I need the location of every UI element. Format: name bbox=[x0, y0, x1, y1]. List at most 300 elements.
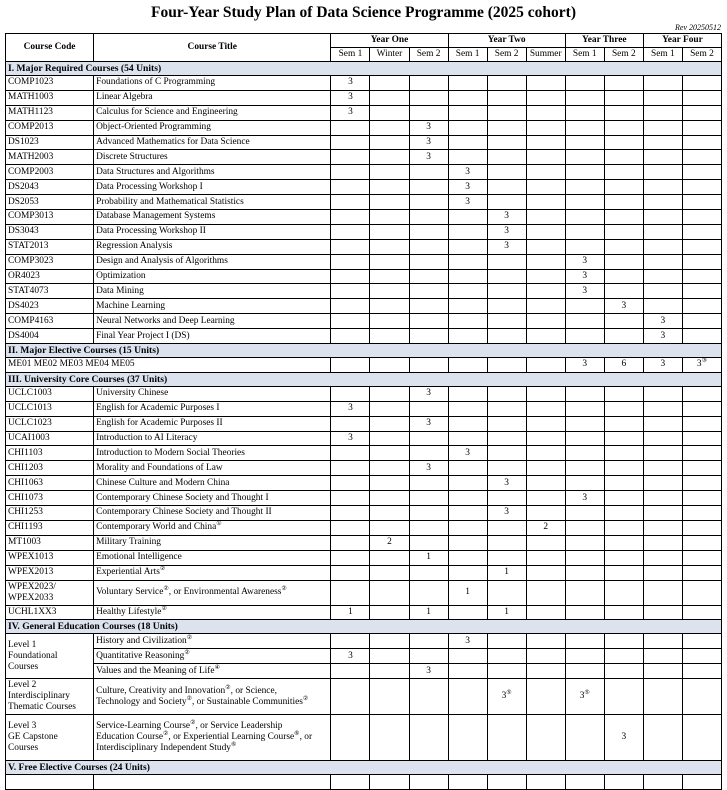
unit-cell bbox=[331, 506, 370, 521]
unit-cell bbox=[565, 506, 604, 521]
unit-cell bbox=[604, 664, 643, 679]
unit-cell bbox=[448, 715, 487, 761]
unit-cell bbox=[331, 329, 370, 344]
course-title bbox=[94, 535, 331, 550]
unit-cell bbox=[682, 520, 721, 535]
unit-cell bbox=[643, 605, 682, 620]
unit-cell bbox=[682, 358, 721, 373]
title-part: , or Environmental Awareness bbox=[168, 587, 282, 597]
unit-cell bbox=[370, 520, 409, 535]
course-title bbox=[94, 210, 331, 225]
unit-cell: 3 bbox=[643, 358, 682, 373]
unit-cell bbox=[409, 195, 448, 210]
unit-cell bbox=[643, 299, 682, 314]
unit-cell bbox=[604, 165, 643, 180]
unit-cell: 3 bbox=[331, 431, 370, 446]
course-code: CHI1073 bbox=[6, 491, 94, 506]
title-part: Contemporary World and China bbox=[96, 522, 217, 533]
section-heading: IV. General Education Courses (18 Units) bbox=[6, 620, 722, 634]
unit-cell bbox=[487, 401, 526, 416]
footnote-mark: ③ bbox=[701, 358, 707, 365]
unit-cell bbox=[487, 299, 526, 314]
unit-cell bbox=[682, 150, 721, 165]
course-row bbox=[6, 314, 722, 329]
unit-cell bbox=[331, 386, 370, 401]
unit-cell bbox=[409, 401, 448, 416]
label-line: Foundational bbox=[8, 650, 58, 661]
unit-cell bbox=[370, 715, 409, 761]
unit-cell bbox=[565, 634, 604, 649]
unit-cell bbox=[487, 150, 526, 165]
unit-cell bbox=[526, 565, 565, 580]
unit-cell bbox=[370, 284, 409, 299]
unit-cell bbox=[526, 105, 565, 120]
unit-cell bbox=[682, 210, 721, 225]
unit-cell: 3 bbox=[487, 239, 526, 254]
unit-cell bbox=[487, 195, 526, 210]
unit-cell bbox=[643, 224, 682, 239]
course-code: UCLC1003 bbox=[6, 386, 94, 401]
unit-cell bbox=[448, 299, 487, 314]
title-part: Machine Learning bbox=[96, 300, 166, 311]
unit-cell bbox=[604, 150, 643, 165]
header-year-one: Year One bbox=[331, 34, 448, 48]
title-part: Experiential Arts bbox=[96, 567, 160, 578]
unit-cell bbox=[682, 775, 721, 790]
unit-cell bbox=[682, 135, 721, 150]
unit-cell bbox=[331, 314, 370, 329]
unit-cell bbox=[526, 195, 565, 210]
course-code: DS1023 bbox=[6, 135, 94, 150]
course-title bbox=[94, 299, 331, 314]
unit-cell bbox=[565, 715, 604, 761]
unit-cell bbox=[370, 580, 409, 605]
header-term: Sem 2 bbox=[409, 48, 448, 62]
course-row bbox=[6, 506, 722, 521]
unit-cell bbox=[682, 165, 721, 180]
unit-cell bbox=[409, 314, 448, 329]
unit-cell bbox=[448, 120, 487, 135]
unit-cell bbox=[370, 565, 409, 580]
unit-cell bbox=[409, 565, 448, 580]
footnote-mark: ② bbox=[186, 634, 193, 641]
unit-cell bbox=[370, 135, 409, 150]
unit-cell bbox=[643, 386, 682, 401]
header-term: Sem 1 bbox=[643, 48, 682, 62]
unit-cell bbox=[682, 239, 721, 254]
unit-cell bbox=[448, 431, 487, 446]
unit-cell bbox=[487, 580, 526, 605]
footnote-mark: ② bbox=[190, 720, 196, 727]
unit-cell bbox=[682, 299, 721, 314]
unit-cell bbox=[643, 446, 682, 461]
unit-cell bbox=[448, 535, 487, 550]
unit-cell bbox=[370, 775, 409, 790]
unit-cell bbox=[409, 715, 448, 761]
unit-cell bbox=[370, 431, 409, 446]
unit-cell bbox=[526, 90, 565, 105]
course-title bbox=[94, 461, 331, 476]
unit-cell bbox=[643, 491, 682, 506]
unit-cell bbox=[331, 135, 370, 150]
title-part: Morality and Foundations of Law bbox=[96, 462, 223, 473]
ge-level-label bbox=[6, 634, 94, 679]
title-part: , or bbox=[299, 732, 313, 743]
unit-cell bbox=[565, 649, 604, 664]
unit-cell bbox=[370, 105, 409, 120]
title-part: Service-Learning Course bbox=[96, 721, 191, 732]
unit-cell bbox=[487, 431, 526, 446]
unit-cell bbox=[487, 135, 526, 150]
course-row bbox=[6, 461, 722, 476]
unit-cell bbox=[682, 284, 721, 299]
unit-cell bbox=[565, 299, 604, 314]
unit-cell bbox=[448, 210, 487, 225]
unit-cell bbox=[526, 314, 565, 329]
unit-cell bbox=[526, 239, 565, 254]
footnote-mark: ① bbox=[216, 521, 222, 528]
unit-cell bbox=[409, 329, 448, 344]
unit-cell bbox=[565, 550, 604, 565]
course-title bbox=[94, 239, 331, 254]
unit-cell bbox=[448, 550, 487, 565]
course-code: WPEX2013 bbox=[6, 565, 94, 580]
unit-cell bbox=[643, 150, 682, 165]
unit-cell bbox=[643, 550, 682, 565]
unit-cell: 3 bbox=[409, 135, 448, 150]
unit-cell bbox=[526, 580, 565, 605]
unit-cell bbox=[370, 239, 409, 254]
unit-cell bbox=[643, 269, 682, 284]
unit-cell bbox=[643, 254, 682, 269]
course-code: STAT2013 bbox=[6, 239, 94, 254]
unit-cell bbox=[604, 431, 643, 446]
course-row bbox=[6, 565, 722, 580]
unit-cell bbox=[682, 715, 721, 761]
unit-cell bbox=[643, 120, 682, 135]
unit-cell bbox=[370, 664, 409, 679]
unit-cell: 3 bbox=[487, 476, 526, 491]
course-code: WPEX1013 bbox=[6, 550, 94, 565]
unit-cell bbox=[643, 431, 682, 446]
unit-cell bbox=[331, 580, 370, 605]
unit-cell bbox=[526, 299, 565, 314]
unit-cell bbox=[565, 535, 604, 550]
unit-cell bbox=[565, 165, 604, 180]
title-part: , or Service Leadership bbox=[195, 721, 283, 732]
unit-cell bbox=[682, 461, 721, 476]
unit-cell bbox=[487, 254, 526, 269]
unit-cell bbox=[565, 210, 604, 225]
course-code: MATH2003 bbox=[6, 150, 94, 165]
course-code: CHI1203 bbox=[6, 461, 94, 476]
unit-cell bbox=[682, 401, 721, 416]
unit-cell bbox=[448, 150, 487, 165]
unit-cell bbox=[331, 299, 370, 314]
title-part: Introduction to AI Literacy bbox=[96, 433, 198, 444]
ge-level-label bbox=[6, 679, 94, 715]
course-title bbox=[94, 386, 331, 401]
unit-cell bbox=[643, 165, 682, 180]
study-plan-table bbox=[5, 33, 722, 790]
unit-cell: 3 bbox=[565, 358, 604, 373]
title-part: Culture, Creativity and Innovation bbox=[96, 685, 226, 696]
unit-cell bbox=[526, 401, 565, 416]
course-row bbox=[6, 329, 722, 344]
course-title bbox=[94, 506, 331, 521]
course-title bbox=[94, 284, 331, 299]
unit-cell bbox=[643, 535, 682, 550]
unit-cell bbox=[565, 580, 604, 605]
unit-cell bbox=[331, 224, 370, 239]
title-part: Design and Analysis of Algorithms bbox=[96, 256, 228, 267]
unit-cell: 2 bbox=[370, 535, 409, 550]
course-row bbox=[6, 210, 722, 225]
unit-cell bbox=[487, 105, 526, 120]
unit-cell bbox=[409, 269, 448, 284]
unit-cell bbox=[643, 476, 682, 491]
unit-cell bbox=[643, 634, 682, 649]
label-line: Thematic Courses bbox=[8, 702, 76, 713]
unit-cell bbox=[643, 210, 682, 225]
unit-cell bbox=[448, 284, 487, 299]
course-code: COMP2013 bbox=[6, 120, 94, 135]
unit-cell bbox=[604, 491, 643, 506]
unit-cell bbox=[643, 180, 682, 195]
footnote-mark: ④ bbox=[214, 664, 220, 671]
unit-cell bbox=[448, 506, 487, 521]
unit-cell: 3 bbox=[409, 416, 448, 431]
unit-cell bbox=[370, 358, 409, 373]
unit-cell bbox=[331, 664, 370, 679]
unit-cell bbox=[487, 314, 526, 329]
unit-cell bbox=[370, 506, 409, 521]
unit-cell bbox=[448, 461, 487, 476]
unit-cell bbox=[409, 165, 448, 180]
course-code: STAT4073 bbox=[6, 284, 94, 299]
course-code: MATH1003 bbox=[6, 90, 94, 105]
unit-cell bbox=[448, 649, 487, 664]
course-code bbox=[6, 775, 94, 790]
unit-cell bbox=[526, 150, 565, 165]
label-line: Courses bbox=[8, 743, 39, 754]
unit-cell bbox=[682, 90, 721, 105]
unit-cell bbox=[604, 210, 643, 225]
unit-cell bbox=[565, 386, 604, 401]
unit-cell bbox=[526, 76, 565, 91]
unit-cell bbox=[604, 329, 643, 344]
header-term: Sem 1 bbox=[565, 48, 604, 62]
unit-cell: 3 bbox=[448, 634, 487, 649]
unit-cell bbox=[487, 535, 526, 550]
unit-cell: 3 bbox=[331, 76, 370, 91]
unit-cell bbox=[331, 461, 370, 476]
unit-cell bbox=[409, 580, 448, 605]
title-part: , or Science, bbox=[230, 685, 277, 696]
unit-cell bbox=[565, 329, 604, 344]
unit-cell: 1 bbox=[409, 605, 448, 620]
unit-cell bbox=[370, 150, 409, 165]
course-row bbox=[6, 120, 722, 135]
footnote-mark: ⑤ bbox=[506, 690, 512, 697]
unit-cell bbox=[643, 520, 682, 535]
unit-cell: 3 bbox=[565, 269, 604, 284]
footnote-mark: ② bbox=[161, 605, 167, 612]
unit-cell bbox=[565, 461, 604, 476]
unit-cell bbox=[565, 150, 604, 165]
course-code: DS2053 bbox=[6, 195, 94, 210]
unit-cell bbox=[448, 135, 487, 150]
course-code bbox=[6, 580, 94, 605]
unit-cell bbox=[448, 224, 487, 239]
course-row bbox=[6, 299, 722, 314]
course-title bbox=[94, 269, 331, 284]
unit-cell bbox=[331, 565, 370, 580]
course-title bbox=[94, 120, 331, 135]
unit-cell bbox=[643, 580, 682, 605]
title-part: Introduction to Modern Social Theories bbox=[96, 447, 245, 458]
unit-cell bbox=[604, 506, 643, 521]
unit-cell bbox=[526, 358, 565, 373]
course-title bbox=[94, 314, 331, 329]
unit-cell bbox=[331, 775, 370, 790]
unit-cell bbox=[565, 431, 604, 446]
unit-cell bbox=[331, 165, 370, 180]
unit-cell bbox=[487, 446, 526, 461]
unit-cell: 1 bbox=[448, 580, 487, 605]
course-title bbox=[94, 135, 331, 150]
unit-cell bbox=[370, 76, 409, 91]
unit-cell bbox=[604, 239, 643, 254]
unit-cell bbox=[526, 649, 565, 664]
unit-cell bbox=[565, 401, 604, 416]
label-line: Courses bbox=[8, 661, 39, 672]
title-part: , or Experiential Learning Course bbox=[168, 732, 295, 743]
unit-cell bbox=[370, 299, 409, 314]
unit-cell bbox=[526, 535, 565, 550]
unit-cell bbox=[565, 446, 604, 461]
course-title bbox=[94, 416, 331, 431]
unit-cell bbox=[682, 180, 721, 195]
course-row bbox=[6, 401, 722, 416]
unit-cell bbox=[448, 401, 487, 416]
unit-cell bbox=[643, 90, 682, 105]
course-code: MT1003 bbox=[6, 535, 94, 550]
unit-cell bbox=[565, 120, 604, 135]
unit-cell bbox=[682, 120, 721, 135]
unit-cell bbox=[604, 476, 643, 491]
header-term: Sem 2 bbox=[604, 48, 643, 62]
unit-cell bbox=[682, 679, 721, 715]
title-part: Military Training bbox=[96, 537, 161, 548]
footnote-mark: ⑥ bbox=[230, 742, 237, 749]
unit-cell bbox=[331, 491, 370, 506]
course-row bbox=[6, 386, 722, 401]
footnote-mark: ② bbox=[302, 695, 309, 702]
unit-cell bbox=[604, 135, 643, 150]
unit-cell bbox=[643, 401, 682, 416]
unit-cell bbox=[448, 358, 487, 373]
course-code: CHI1063 bbox=[6, 476, 94, 491]
unit-value: 3 bbox=[501, 691, 507, 702]
unit-cell bbox=[409, 476, 448, 491]
course-row bbox=[6, 180, 722, 195]
title-part: Voluntary Service bbox=[96, 587, 164, 597]
title-part: Advanced Mathematics for Data Science bbox=[96, 137, 250, 147]
course-code-line: WPEX2023/ bbox=[8, 581, 56, 592]
course-title bbox=[94, 150, 331, 165]
title-part: Linear Algebra bbox=[96, 92, 153, 103]
unit-cell bbox=[682, 254, 721, 269]
course-row bbox=[6, 254, 722, 269]
unit-cell bbox=[643, 416, 682, 431]
unit-cell bbox=[331, 269, 370, 284]
unit-cell bbox=[526, 416, 565, 431]
unit-cell bbox=[370, 210, 409, 225]
course-code: ME01 ME02 ME03 ME04 ME05 bbox=[6, 358, 331, 373]
unit-cell bbox=[526, 605, 565, 620]
title-part: English for Academic Purposes I bbox=[96, 403, 220, 414]
title-part: Foundations of C Programming bbox=[96, 77, 216, 88]
unit-cell bbox=[409, 239, 448, 254]
title-part: Data Processing Workshop II bbox=[96, 226, 206, 237]
unit-cell bbox=[331, 210, 370, 225]
unit-cell bbox=[487, 180, 526, 195]
section-heading: I. Major Required Courses (54 Units) bbox=[6, 62, 722, 76]
unit-cell bbox=[604, 565, 643, 580]
header-course-title: Course Title bbox=[94, 34, 331, 62]
course-code: DS2043 bbox=[6, 180, 94, 195]
unit-cell: 3 bbox=[448, 446, 487, 461]
course-title bbox=[94, 105, 331, 120]
course-row bbox=[6, 105, 722, 120]
title-part: Regression Analysis bbox=[96, 241, 173, 252]
course-title bbox=[94, 90, 331, 105]
course-code: OR4023 bbox=[6, 269, 94, 284]
footnote-mark: ② bbox=[281, 586, 287, 592]
unit-cell bbox=[682, 664, 721, 679]
unit-cell bbox=[643, 775, 682, 790]
title-part: Values and the Meaning of Life bbox=[96, 665, 215, 676]
unit-cell: 3 bbox=[409, 150, 448, 165]
unit-cell bbox=[409, 224, 448, 239]
course-code: CHI1103 bbox=[6, 446, 94, 461]
unit-cell bbox=[682, 416, 721, 431]
title-part: Object-Oriented Programming bbox=[96, 122, 211, 133]
unit-cell bbox=[682, 386, 721, 401]
title-part: Final Year Project I (DS) bbox=[96, 330, 190, 341]
unit-cell bbox=[409, 180, 448, 195]
course-title bbox=[94, 634, 331, 649]
unit-cell bbox=[409, 775, 448, 790]
course-title bbox=[94, 775, 331, 790]
course-title bbox=[94, 679, 331, 715]
unit-cell bbox=[370, 224, 409, 239]
unit-cell bbox=[370, 634, 409, 649]
unit-cell bbox=[565, 180, 604, 195]
unit-cell bbox=[331, 150, 370, 165]
header-year-four: Year Four bbox=[643, 34, 721, 48]
unit-cell bbox=[331, 120, 370, 135]
unit-cell: 3 bbox=[409, 120, 448, 135]
unit-cell bbox=[370, 491, 409, 506]
unit-cell bbox=[370, 195, 409, 210]
unit-cell bbox=[682, 269, 721, 284]
title-part: History and Civilization bbox=[96, 635, 187, 646]
unit-cell bbox=[565, 679, 604, 715]
unit-cell bbox=[448, 76, 487, 91]
unit-cell bbox=[604, 605, 643, 620]
